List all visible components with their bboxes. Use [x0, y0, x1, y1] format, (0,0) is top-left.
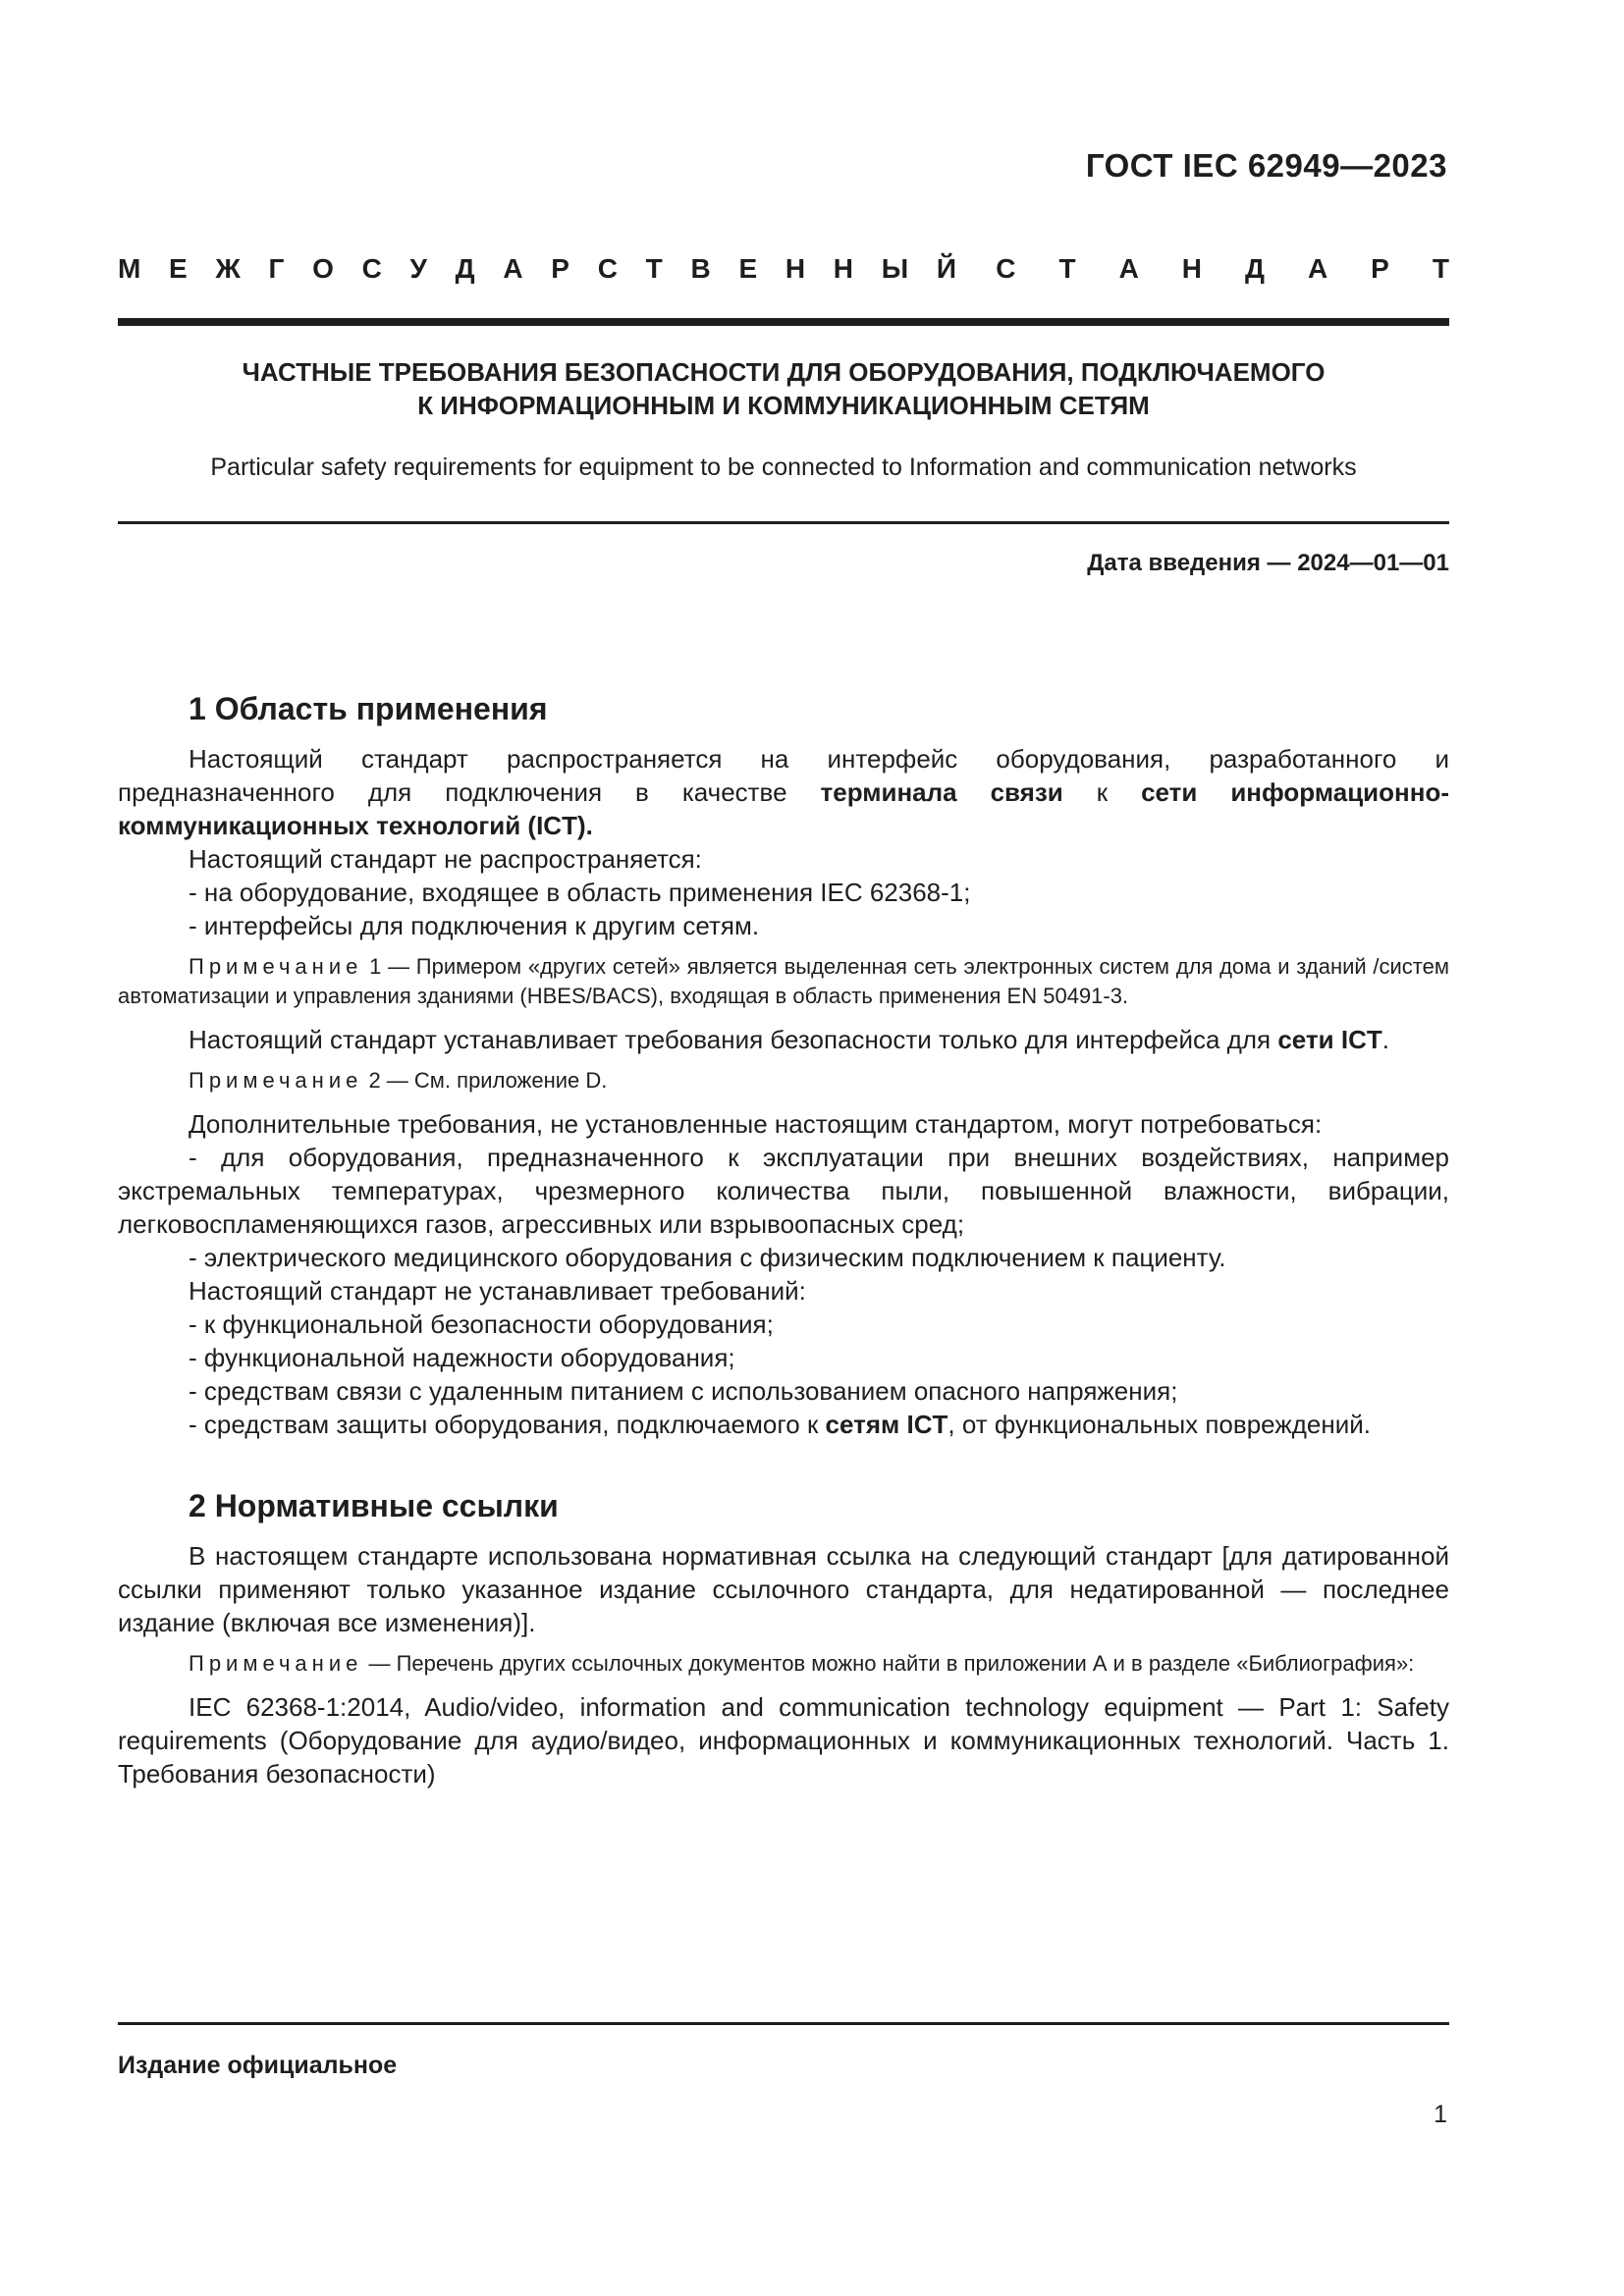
introduction-date: Дата введения — 2024—01—01 [1087, 550, 1449, 576]
note-2: Примечание 2 — См. приложение D. [189, 1068, 608, 1093]
list-item: - электрического медицинского оборудования с физическим подключением к пациенту. [189, 1243, 1226, 1272]
list-item: - средствам связи с удаленным питанием с использованием опасного напряжения; [189, 1376, 1178, 1406]
page-number: 1 [1434, 2101, 1447, 2128]
section-1-paragraph-4: Дополнительные требования, не установленные настоящим стандартом, могут потребоваться: [189, 1109, 1323, 1139]
footer-rule [118, 2022, 1449, 2025]
document-body [118, 689, 1449, 1790]
standard-word: С Т А Н Д А Р Т [996, 253, 1449, 284]
title-ru-line-2: К ИНФОРМАЦИОННЫМ И КОММУНИКАЦИОННЫМ СЕТЯМ [417, 391, 1150, 420]
section-1-paragraph-5: Настоящий стандарт не устанавливает требований: [189, 1276, 806, 1306]
list-item: - к функциональной безопасности оборудования; [189, 1309, 774, 1339]
note-1: Примечание 1 — Примером «других сетей» является выделенная сеть электронных систем для дома и зданий /систем автоматизации и управления зданиями (HBES/BACS), входящая в область применения EN 50491-3. [118, 954, 1449, 1008]
list-item: - на оборудование, входящее в область применения IEC 62368-1; [189, 878, 971, 907]
document-number: ГОСТ IEC 62949—2023 [1085, 147, 1447, 184]
title-rule [118, 521, 1449, 524]
title-russian [118, 355, 1449, 422]
section-1-paragraph-1: Настоящий стандарт распространяется на интерфейс оборудования, разработанного и предназначенного для подключения в качестве терминала связи к сети информационно-коммуникационных технологий (ICT). [118, 744, 1449, 840]
interstate-word: М Е Ж Г О С У Д А Р С Т В Е Н Н Ы Й [118, 253, 957, 284]
section-2-reference: IEC 62368-1:2014, Audio/video, information and communication technology equipment — Part 1: Safety requirements (Оборудование для аудио/видео, информационных и коммуникационных технологий. Часть 1. Требования безопасности) [118, 1692, 1449, 1789]
interstate-standard-banner [118, 253, 1449, 285]
list-item: - функциональной надежности оборудования; [189, 1343, 735, 1372]
section-2-paragraph-1: В настоящем стандарте использована нормативная ссылка на следующий стандарт [для датированной ссылки применяют только указанное издание ссылочного стандарта, для недатированной — последнее издание (включая все изменения)]. [118, 1541, 1449, 1637]
title-ru-line-1: ЧАСТНЫЕ ТРЕБОВАНИЯ БЕЗОПАСНОСТИ ДЛЯ ОБОРУДОВАНИЯ, ПОДКЛЮЧАЕМОГО [242, 357, 1326, 387]
section-1-heading: 1 Область применения [189, 691, 548, 726]
section-1-paragraph-3: Настоящий стандарт устанавливает требования безопасности только для интерфейса для сети ICT. [189, 1025, 1389, 1054]
list-item: - для оборудования, предназначенного к эксплуатации при внешних воздействиях, например экстремальных температурах, чрезмерного количества пыли, повышенной влажности, вибрации, легковоспламеняющихся газов, агрессивных или взрывоопасных сред; [118, 1143, 1449, 1239]
header-rule-thick [118, 318, 1449, 326]
list-item: - интерфейсы для подключения к другим сетям. [189, 911, 760, 940]
official-edition-label: Издание официальное [118, 2052, 398, 2079]
note-3: Примечание — Перечень других ссылочных документов можно найти в приложении А и в разделе «Библиография»: [189, 1651, 1415, 1676]
section-2-heading: 2 Нормативные ссылки [189, 1488, 559, 1523]
section-1-paragraph-2: Настоящий стандарт не распространяется: [189, 844, 702, 874]
list-item: - средствам защиты оборудования, подключаемого к сетям ICT, от функциональных повреждений. [189, 1410, 1371, 1439]
title-english: Particular safety requirements for equipment to be connected to Information and communication networks [210, 454, 1357, 481]
